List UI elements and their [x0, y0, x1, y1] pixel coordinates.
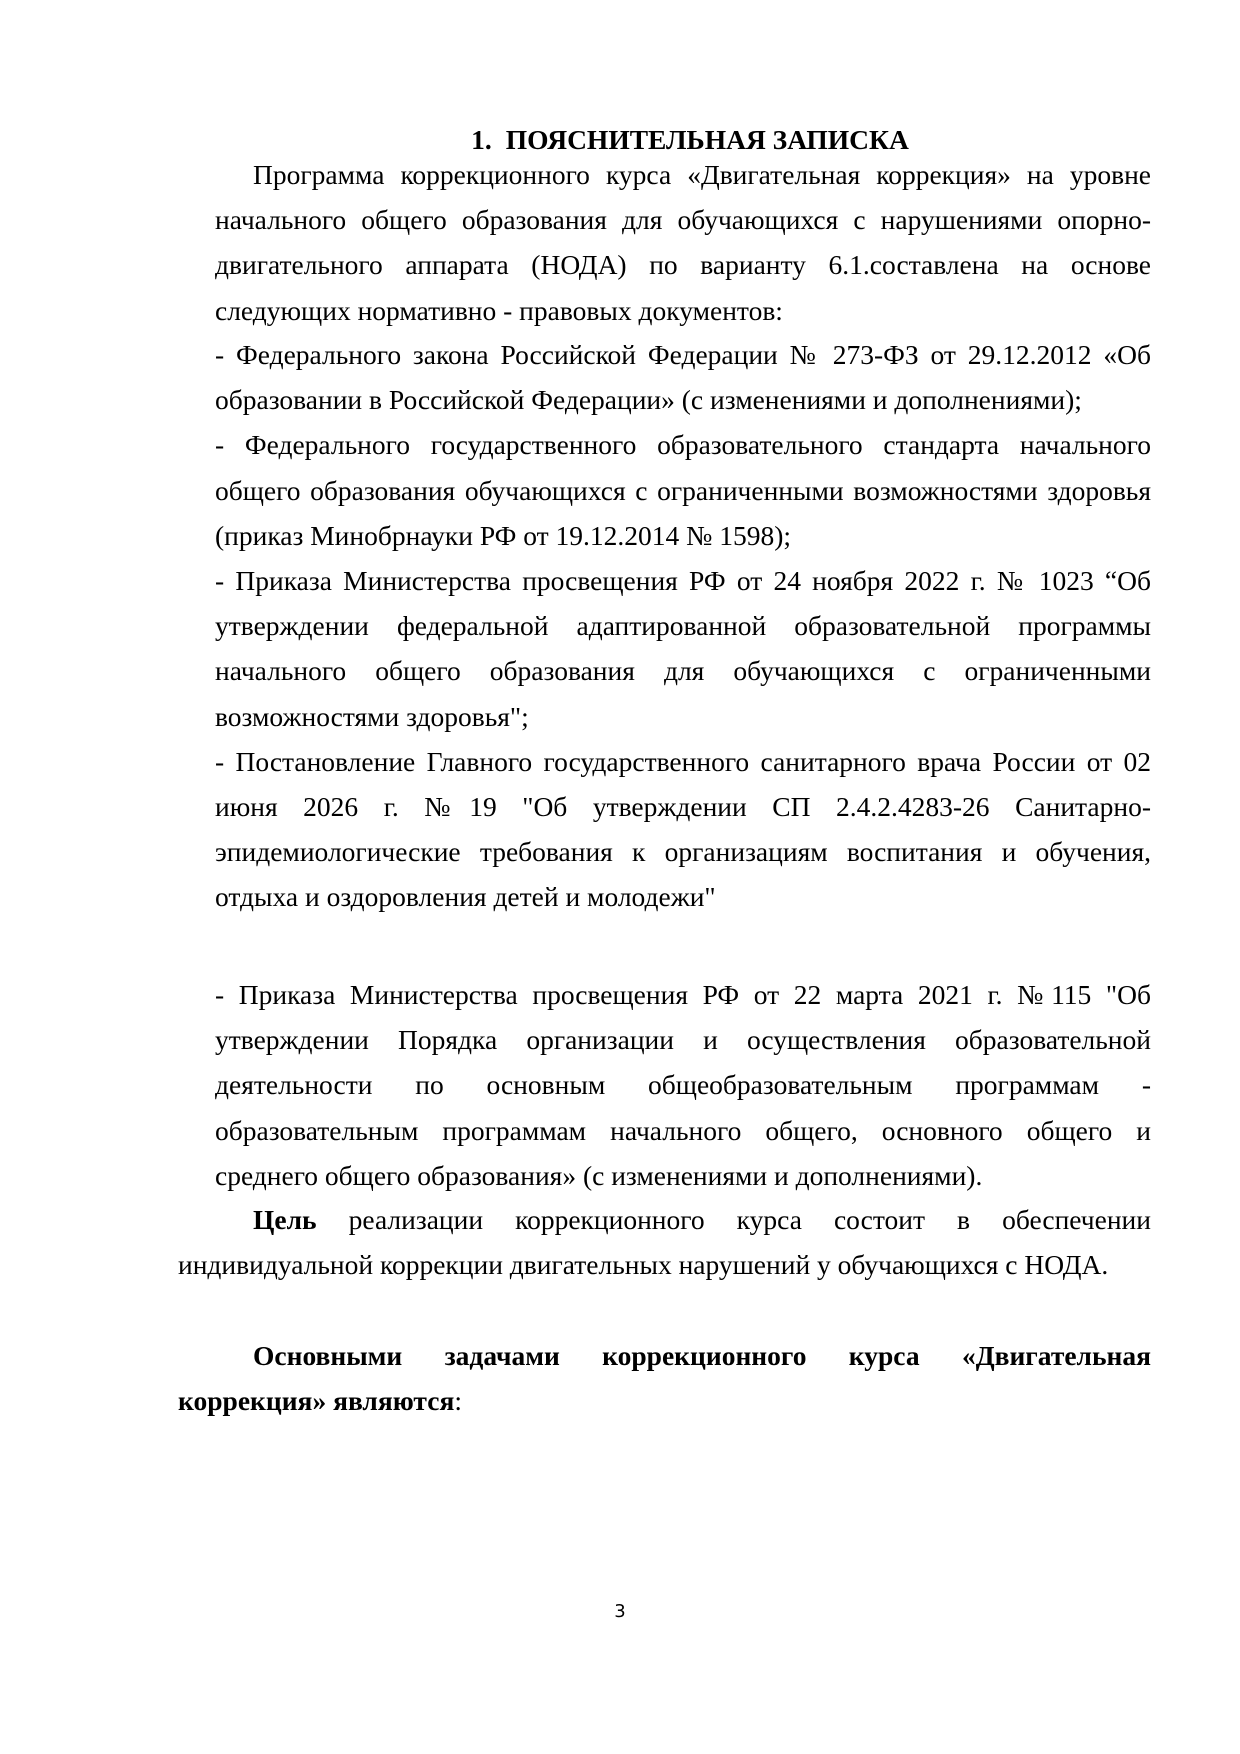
- page-number: 3: [614, 1601, 626, 1622]
- document-item-order-115: - Приказа Министерства просвещения РФ от 22 марта 2021 г. №115 "Об утверждении Порядка организации и осуществления образовательной деятельности по основным общеобразовательным программам - образовательным программам начального общего, основного общего и среднего общего образования» (с изменениями и дополнениями).: [215, 979, 1151, 1191]
- goal-label: Цель: [253, 1204, 317, 1235]
- documents-list: [215, 332, 1151, 920]
- tasks-heading: Основными задачами коррекционного курса «Двигательная коррекция» являются: [178, 1340, 1151, 1417]
- document-item-law: - Федерального закона Российской Федерации № 273-ФЗ от 29.12.2012 «Об образовании в Российской Федерации» (с изменениями и дополнениями);: [215, 339, 1151, 416]
- goal-paragraph: [178, 1197, 1151, 1287]
- tasks-paragraph: [178, 1333, 1151, 1423]
- document-item-fgos: - Федерального государственного образовательного стандарта начального общего образования обучающихся с ограниченными возможностями здоровья (приказ Минобрнауки РФ от 19.12.2014 № 1598);: [215, 429, 1151, 551]
- document-item-order-1023: - Приказа Министерства просвещения РФ от 24 ноября 2022 г. № 1023 “Об утверждении федеральной адаптированной образовательной программы начального общего образования для обучающихся с ограниченными возможностями здоровья";: [215, 565, 1151, 732]
- section-title: ПОЯСНИТЕЛЬНАЯ ЗАПИСКА: [505, 124, 909, 155]
- document-item-sanpin: - Постановление Главного государственного санитарного врача России от 02 июня 2026 г. №19 "Об утверждении СП 2.4.2.4283-26 Санитарно-эпидемиологические требования к организациям воспитания и обучения, отдыха и оздоровления детей и молодежи": [215, 745, 1151, 913]
- intro-paragraph-block: [215, 152, 1151, 333]
- intro-paragraph: Программа коррекционного курса «Двигательная коррекция» на уровне начального общего образования для обучающихся с нарушениями опорно-двигательного аппарата (НОДА) по варианту 6.1.составлена на основе следующих нормативно - правовых документов:: [215, 159, 1151, 326]
- goal-paragraph-block: [178, 1197, 1151, 1287]
- documents-list-continued: [215, 972, 1151, 1198]
- goal-text: реализации коррекционного курса состоит в обеспечении индивидуальной коррекции двигательных нарушений у обучающихся с НОДА.: [178, 1204, 1151, 1281]
- section-number: 1.: [471, 124, 492, 155]
- tasks-paragraph-block: [178, 1333, 1151, 1423]
- tasks-colon: :: [454, 1385, 462, 1417]
